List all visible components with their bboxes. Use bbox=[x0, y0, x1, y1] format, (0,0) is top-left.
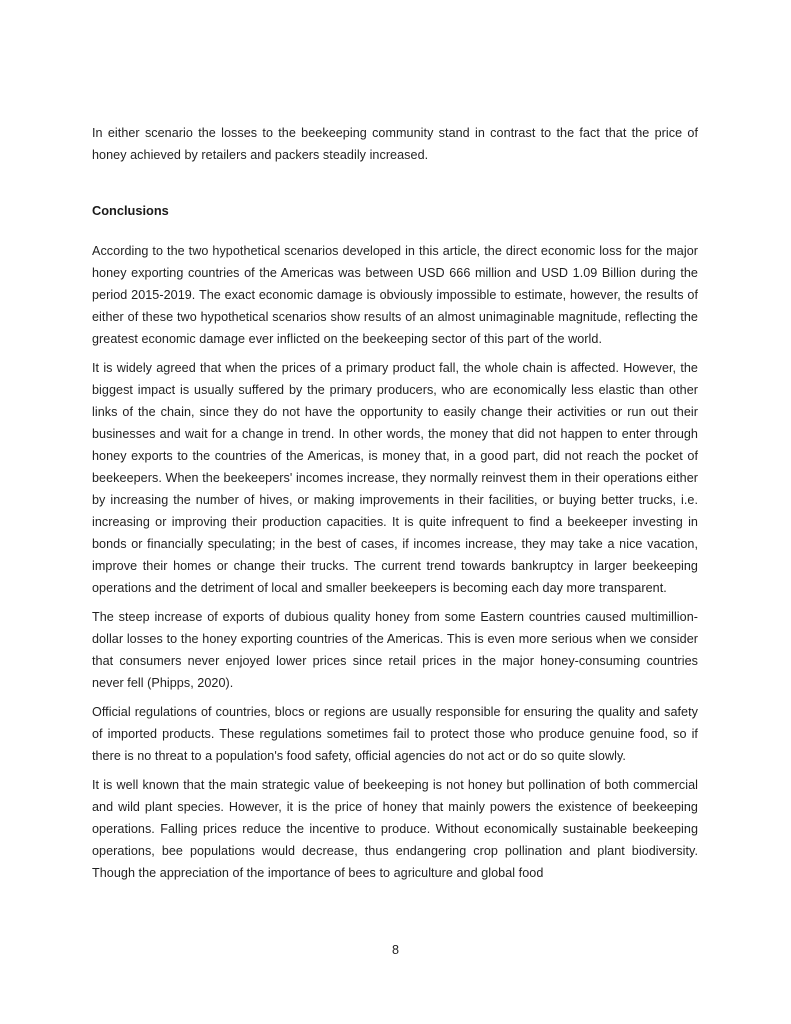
paragraph: According to the two hypothetical scenarios developed in this article, the direct economic loss for the major honey exporting countries of the Americas was between USD 666 million and USD 1.09 Billion during the period 2015-2019. The exact economic damage is obviously impossible to estimate, however, the results of either of these two hypothetical scenarios show results of an almost unimaginable magnitude, reflecting the greatest economic damage ever inflicted on the beekeeping sector of this part of the world. bbox=[92, 244, 698, 346]
paragraph: It is widely agreed that when the prices of a primary product fall, the whole chain is affected. However, the biggest impact is usually suffered by the primary producers, who are economically less elastic than other links of the chain, since they do not have the opportunity to easily change their activities or run out their businesses and wait for a change in trend. In other words, the money that did not happen to enter through honey exports to the countries of the Americas, is money that, in a good part, did not reach the pocket of beekeepers. When the beekeepers' incomes increase, they normally reinvest them in their operations either by increasing the number of hives, or making improvements in their facilities, or buying better trucks, i.e. increasing or improving their production capacities. It is quite infrequent to find a beekeeper investing in bonds or financially speculating; in the best of cases, if incomes increase, they may take a nice vacation, improve their homes or change their trucks. The current trend towards bankruptcy in larger beekeeping operations and the detriment of local and smaller beekeepers is becoming each day more transparent. bbox=[92, 361, 698, 595]
page-number: 8 bbox=[391, 943, 399, 957]
paragraph: The steep increase of exports of dubious quality honey from some Eastern countries caused multimillion-dollar losses to the honey exporting countries of the Americas. This is even more serious when we consider that consumers never enjoyed lower prices since retail prices in the major honey-consuming countries never fell (Phipps, 2020). bbox=[92, 610, 698, 690]
section-heading-conclusions: Conclusions bbox=[92, 203, 169, 218]
paragraph: Official regulations of countries, blocs or regions are usually responsible for ensuring the quality and safety of imported products. These regulations sometimes fail to protect those who produce genuine food, so if there is no threat to a population's food safety, official agencies do not act or do so quite slowly. bbox=[92, 705, 698, 763]
paragraph: It is well known that the main strategic value of beekeeping is not honey but pollination of both commercial and wild plant species. However, it is the price of honey that mainly powers the existence of beekeeping operations. Falling prices reduce the incentive to produce. Without economically sustainable beekeeping operations, bee populations would decrease, thus endangering crop pollination and plant biodiversity. Though the appreciation of the importance of bees to agriculture and global food bbox=[92, 778, 698, 880]
paragraph-intro: In either scenario the losses to the beekeeping community stand in contrast to the fact that the price of honey achieved by retailers and packers steadily increased. bbox=[92, 126, 698, 162]
page-content bbox=[92, 122, 698, 891]
